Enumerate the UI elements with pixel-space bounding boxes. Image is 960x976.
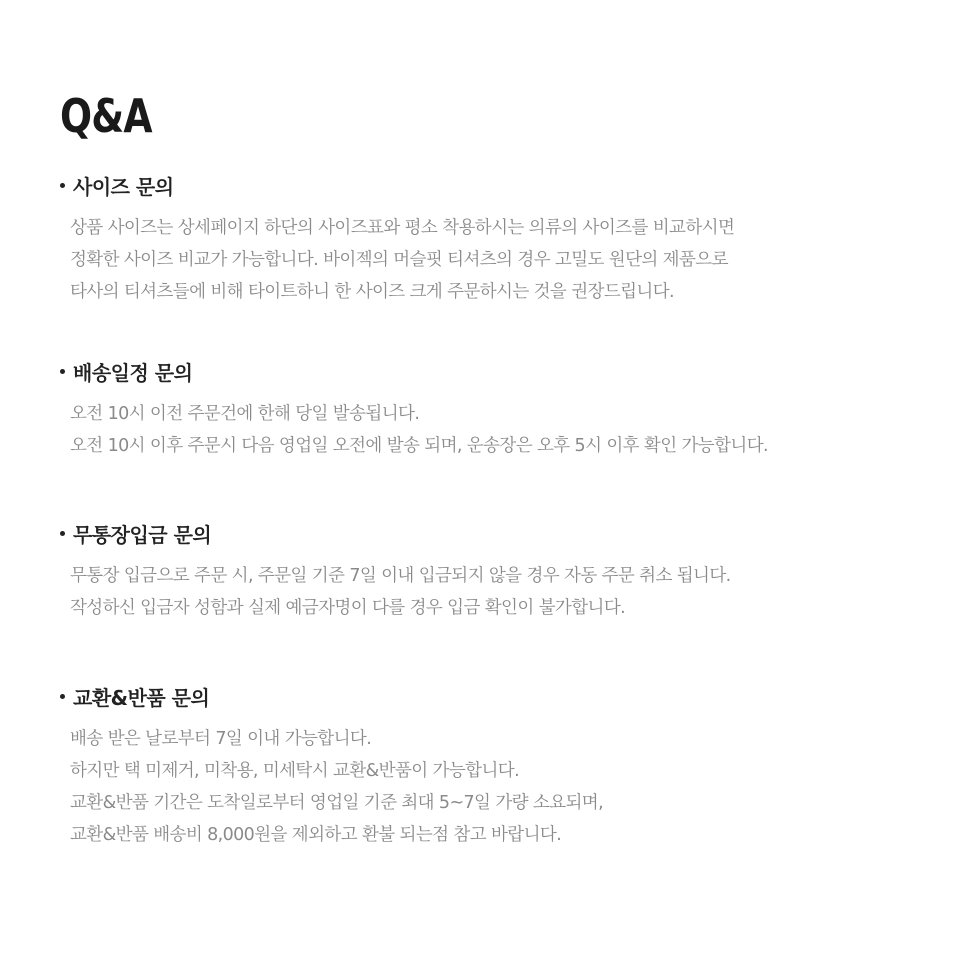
body-line: 무통장 입금으로 주문 시, 주문일 기준 7일 이내 입금되지 않을 경우 자동 주문 취소 됩니다. bbox=[70, 566, 731, 586]
section-body bbox=[70, 212, 938, 308]
bullet-icon bbox=[60, 369, 65, 374]
body-line: 오전 10시 이후 주문시 다음 영업일 오전에 발송 되며, 운송장은 오후 5시 이후 확인 가능합니다. bbox=[70, 436, 768, 456]
section-heading bbox=[58, 170, 938, 200]
bullet-icon bbox=[60, 183, 65, 188]
body-line: 상품 사이즈는 상세페이지 하단의 사이즈표와 평소 착용하시는 의류의 사이즈를 비교하시면 bbox=[70, 218, 735, 238]
body-line: 오전 10시 이전 주문건에 한해 당일 발송됩니다. bbox=[70, 404, 420, 424]
body-line: 타사의 티셔츠들에 비해 타이트하니 한 사이즈 크게 주문하시는 것을 권장드립니다. bbox=[70, 282, 674, 302]
section-heading-text: 배송일정 문의 bbox=[73, 360, 193, 385]
section-body bbox=[70, 723, 938, 851]
section-bank-transfer-inquiry bbox=[58, 518, 938, 624]
section-exchange-return-inquiry bbox=[58, 681, 938, 851]
body-line: 배송 받은 날로부터 7일 이내 가능합니다. bbox=[70, 729, 372, 749]
section-heading-text: 교환&반품 문의 bbox=[73, 685, 210, 710]
section-size-inquiry bbox=[58, 170, 938, 308]
section-delivery-inquiry bbox=[58, 356, 938, 462]
body-line: 작성하신 입금자 성함과 실제 예금자명이 다를 경우 입금 확인이 불가합니다. bbox=[70, 598, 626, 618]
section-body bbox=[70, 398, 938, 462]
page-title: Q&A bbox=[60, 89, 152, 143]
bullet-icon bbox=[60, 694, 65, 699]
section-body bbox=[70, 560, 938, 624]
bullet-icon bbox=[60, 531, 65, 536]
section-heading bbox=[58, 356, 938, 386]
body-line: 교환&반품 배송비 8,000원을 제외하고 환불 되는점 참고 바랍니다. bbox=[70, 825, 562, 845]
section-heading bbox=[58, 681, 938, 711]
section-heading-text: 무통장입금 문의 bbox=[73, 522, 212, 547]
body-line: 하지만 택 미제거, 미착용, 미세탁시 교환&반품이 가능합니다. bbox=[70, 761, 520, 781]
section-heading-text: 사이즈 문의 bbox=[73, 174, 174, 199]
body-line: 교환&반품 기간은 도착일로부터 영업일 기준 최대 5~7일 가량 소요되며, bbox=[70, 793, 604, 813]
section-heading bbox=[58, 518, 938, 548]
body-line: 정확한 사이즈 비교가 가능합니다. 바이젝의 머슬핏 티셔츠의 경우 고밀도 원단의 제품으로 bbox=[70, 250, 728, 270]
